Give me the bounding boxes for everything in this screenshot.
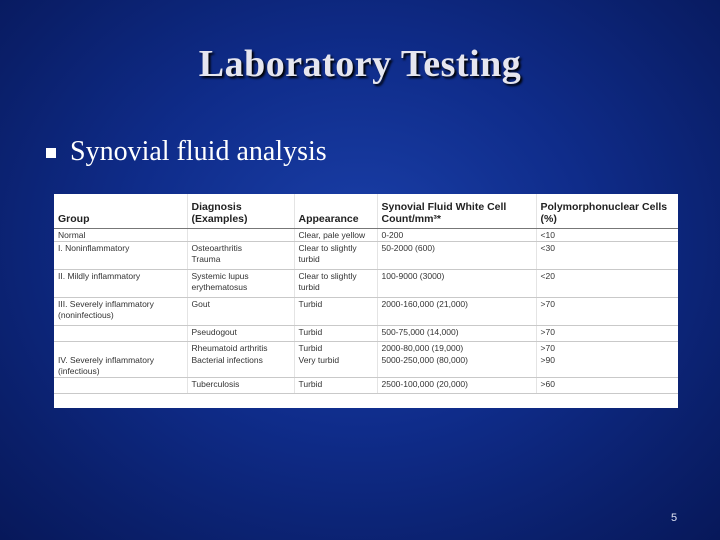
cell-diagnosis: Bacterial infections bbox=[187, 354, 294, 378]
table-row bbox=[54, 354, 678, 378]
cell-appearance: Clear to slightly turbid bbox=[294, 270, 377, 298]
cell-diagnosis: Tuberculosis bbox=[187, 378, 294, 394]
cell-group: II. Mildly inflammatory bbox=[54, 270, 187, 298]
table-row bbox=[54, 242, 678, 270]
header-appearance: Appearance bbox=[294, 194, 377, 229]
table-row bbox=[54, 342, 678, 355]
cell-group: Normal bbox=[54, 229, 187, 242]
cell-pmn-percent: >90 bbox=[536, 354, 678, 378]
cell-diagnosis: Osteoarthritis Trauma bbox=[187, 242, 294, 270]
cell-appearance: Turbid bbox=[294, 378, 377, 394]
bullet-item bbox=[46, 134, 327, 170]
lab-results-table-image bbox=[54, 194, 678, 408]
cell-appearance: Clear, pale yellow bbox=[294, 229, 377, 242]
header-diagnosis: Diagnosis (Examples) bbox=[187, 194, 294, 229]
page-number: 5 bbox=[670, 512, 678, 524]
square-bullet-icon bbox=[46, 148, 56, 158]
cell-pmn-percent: <30 bbox=[536, 242, 678, 270]
cell-appearance: Clear to slightly turbid bbox=[294, 242, 377, 270]
cell-group bbox=[54, 378, 187, 394]
cell-diagnosis: Systemic lupus erythematosus bbox=[187, 270, 294, 298]
synovial-fluid-table bbox=[54, 194, 678, 394]
header-group: Group bbox=[54, 194, 187, 229]
table-row bbox=[54, 378, 678, 394]
cell-appearance: Turbid bbox=[294, 326, 377, 342]
cell-pmn-percent: >70 bbox=[536, 326, 678, 342]
cell-appearance: Turbid bbox=[294, 342, 377, 355]
cell-pmn-percent: <10 bbox=[536, 229, 678, 242]
table-row bbox=[54, 298, 678, 326]
cell-wbc-count: 2000-80,000 (19,000) bbox=[377, 342, 536, 355]
cell-diagnosis: Pseudogout bbox=[187, 326, 294, 342]
table-header-row bbox=[54, 194, 678, 229]
cell-wbc-count: 100-9000 (3000) bbox=[377, 270, 536, 298]
cell-pmn-percent: <20 bbox=[536, 270, 678, 298]
cell-diagnosis bbox=[187, 229, 294, 242]
header-pmn-cells: Polymorphonuclear Cells (%) bbox=[536, 194, 678, 229]
cell-appearance: Very turbid bbox=[294, 354, 377, 378]
cell-diagnosis: Gout bbox=[187, 298, 294, 326]
cell-wbc-count: 2000-160,000 (21,000) bbox=[377, 298, 536, 326]
table-row bbox=[54, 229, 678, 242]
cell-wbc-count: 50-2000 (600) bbox=[377, 242, 536, 270]
cell-group bbox=[54, 326, 187, 342]
cell-pmn-percent: >60 bbox=[536, 378, 678, 394]
table-row bbox=[54, 326, 678, 342]
cell-group: III. Severely inflammatory (noninfectious) bbox=[54, 298, 187, 326]
bullet-text: Synovial fluid analysis bbox=[70, 136, 327, 167]
cell-pmn-percent: >70 bbox=[536, 342, 678, 355]
cell-appearance: Turbid bbox=[294, 298, 377, 326]
table-row bbox=[54, 270, 678, 298]
cell-wbc-count: 0-200 bbox=[377, 229, 536, 242]
slide-title: Laboratory Testing bbox=[198, 43, 522, 85]
cell-wbc-count: 2500-100,000 (20,000) bbox=[377, 378, 536, 394]
header-wbc-count: Synovial Fluid White Cell Count/mm³* bbox=[377, 194, 536, 229]
cell-pmn-percent: >70 bbox=[536, 298, 678, 326]
cell-diagnosis: Rheumatoid arthritis bbox=[187, 342, 294, 355]
cell-wbc-count: 5000-250,000 (80,000) bbox=[377, 354, 536, 378]
cell-group: IV. Severely inflammatory (infectious) bbox=[54, 354, 187, 378]
cell-group: I. Noninflammatory bbox=[54, 242, 187, 270]
cell-wbc-count: 500-75,000 (14,000) bbox=[377, 326, 536, 342]
cell-group bbox=[54, 342, 187, 355]
